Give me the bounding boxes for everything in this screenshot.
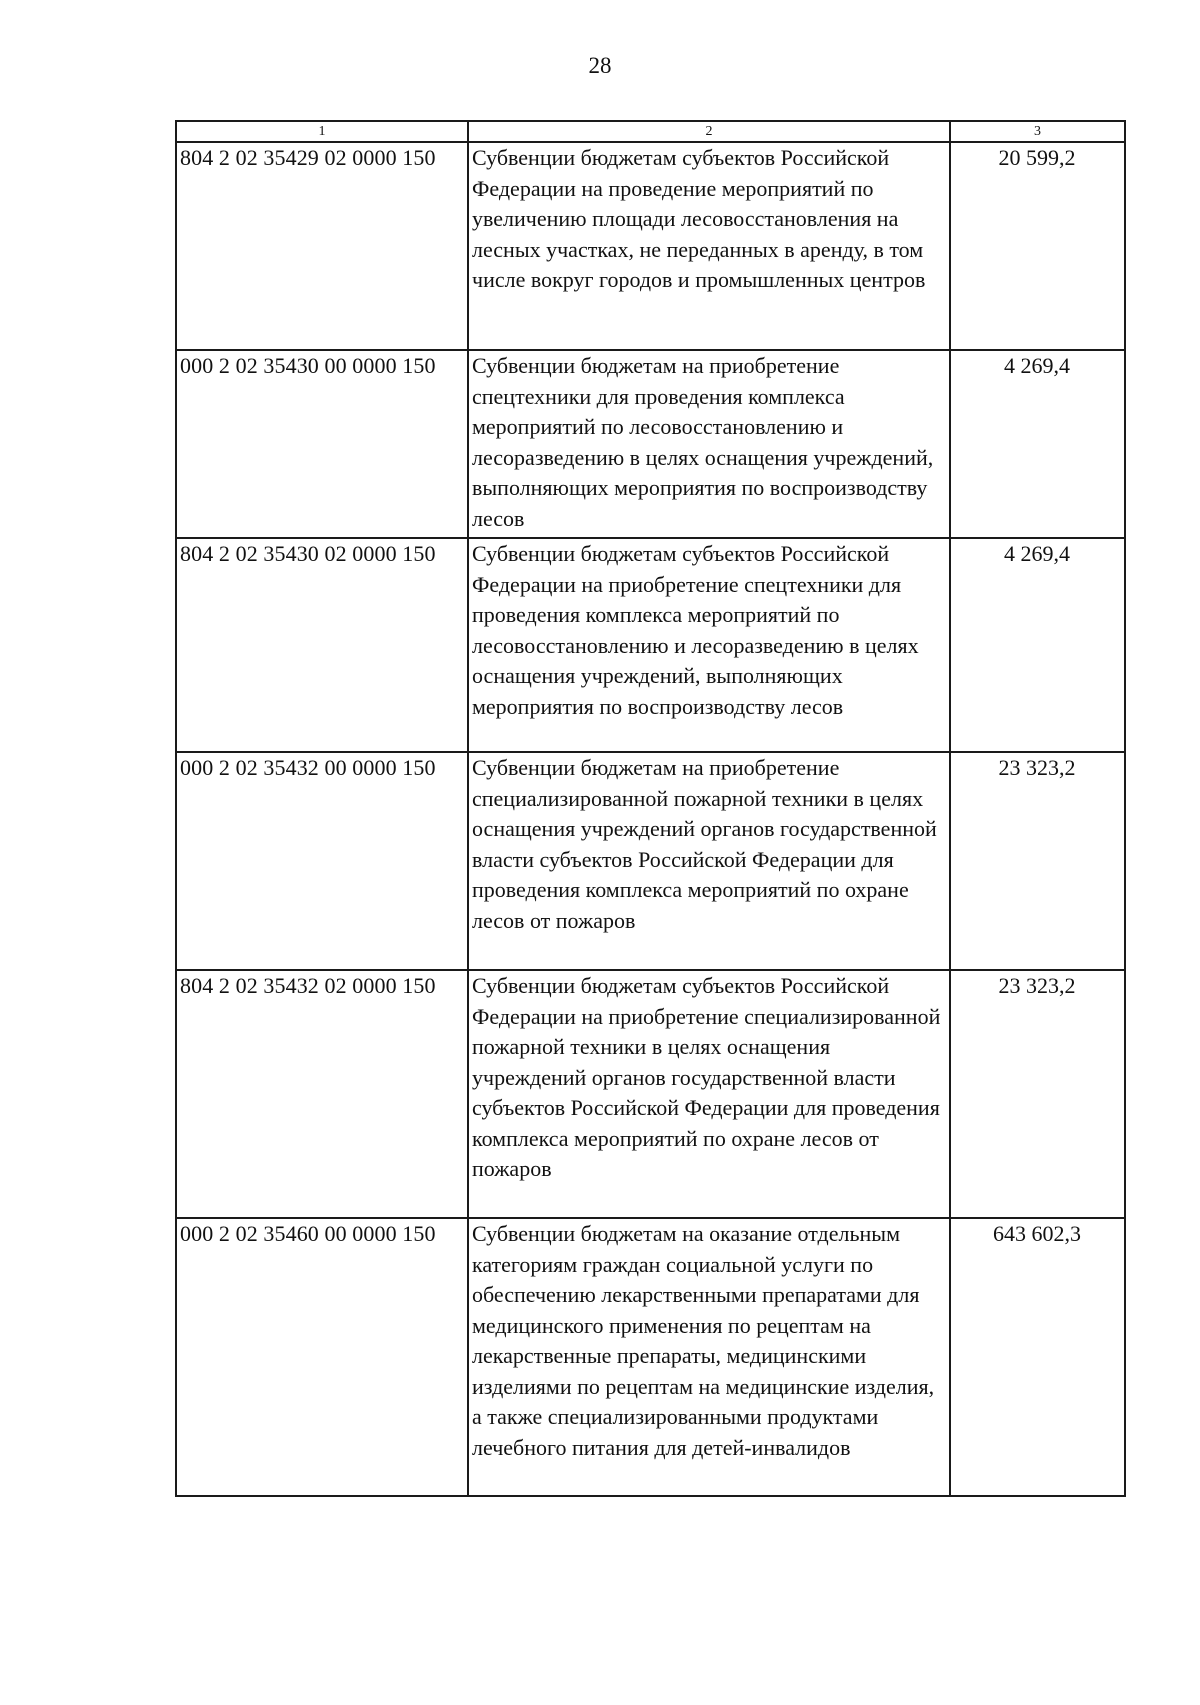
income-description: Субвенции бюджетам субъектов Российской Федерации на приобретение спецтехники для проведения комплекса мероприятий по лесовосстановлению и лесоразведению в целях оснащения учреждений, выполняющих мероприятия по воспроизводству лесов <box>468 538 950 752</box>
table-row <box>176 538 1125 752</box>
income-description: Субвенции бюджетам субъектов Российской Федерации на проведение мероприятий по увеличению площади лесовосстановления на лесных участках, не переданных в аренду, в том числе вокруг городов и промышленных центров <box>468 142 950 350</box>
budget-code: 804 2 02 35430 02 0000 150 <box>176 538 468 752</box>
amount-value: 643 602,3 <box>950 1218 1125 1496</box>
income-description: Субвенции бюджетам на оказание отдельным категориям граждан социальной услуги по обеспечению лекарственными препаратами для медицинского применения по рецептам на лекарственные препараты, медицинскими изделиями по рецептам на медицинские изделия, а также специализированными продуктами лечебного питания для детей-инвалидов <box>468 1218 950 1496</box>
income-description: Субвенции бюджетам субъектов Российской Федерации на приобретение специализированной пожарной техники в целях оснащения учреждений органов государственной власти субъектов Российской Федерации для проведения комплекса мероприятий по охране лесов от пожаров <box>468 970 950 1218</box>
column-header-description: 2 <box>468 121 950 142</box>
budget-code: 804 2 02 35432 02 0000 150 <box>176 970 468 1218</box>
table-row <box>176 142 1125 350</box>
budget-code: 000 2 02 35460 00 0000 150 <box>176 1218 468 1496</box>
table-row <box>176 350 1125 538</box>
column-header-amount: 3 <box>950 121 1125 142</box>
budget-code: 000 2 02 35432 00 0000 150 <box>176 752 468 970</box>
column-header-code: 1 <box>176 121 468 142</box>
amount-value: 20 599,2 <box>950 142 1125 350</box>
table-row <box>176 1218 1125 1496</box>
budget-code: 804 2 02 35429 02 0000 150 <box>176 142 468 350</box>
income-description: Субвенции бюджетам на приобретение специализированной пожарной техники в целях оснащения учреждений органов государственной власти субъектов Российской Федерации для проведения комплекса мероприятий по охране лесов от пожаров <box>468 752 950 970</box>
table-row <box>176 752 1125 970</box>
budget-code: 000 2 02 35430 00 0000 150 <box>176 350 468 538</box>
amount-value: 4 269,4 <box>950 538 1125 752</box>
amount-value: 23 323,2 <box>950 970 1125 1218</box>
budget-table <box>175 120 1126 1497</box>
amount-value: 4 269,4 <box>950 350 1125 538</box>
income-description: Субвенции бюджетам на приобретение спецтехники для проведения комплекса мероприятий по лесовосстановлению и лесоразведению в целях оснащения учреждений, выполняющих мероприятия по воспроизводству лесов <box>468 350 950 538</box>
page-number: 28 <box>588 53 612 78</box>
table-header-row <box>176 121 1125 142</box>
amount-value: 23 323,2 <box>950 752 1125 970</box>
table-row <box>176 970 1125 1218</box>
